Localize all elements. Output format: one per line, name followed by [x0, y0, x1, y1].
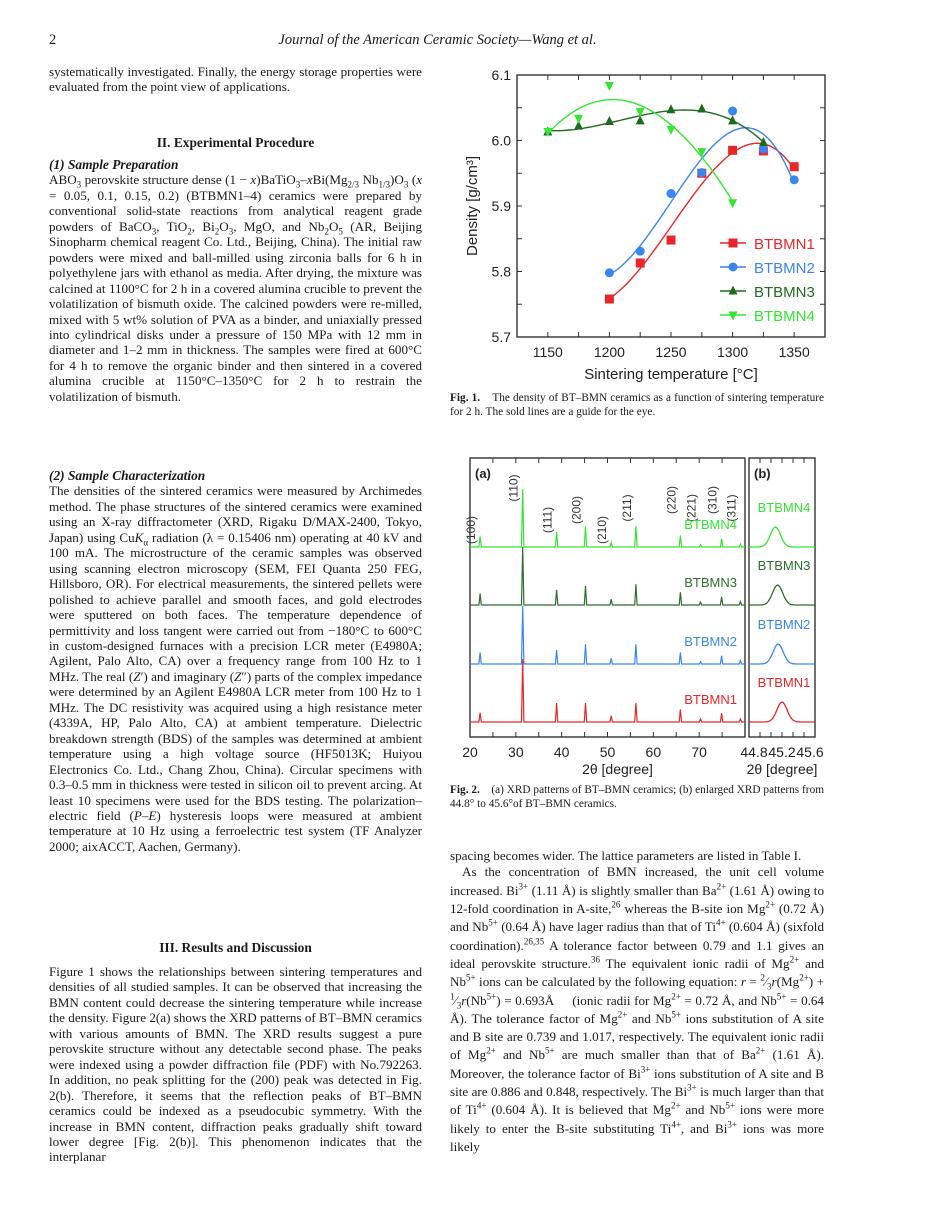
- sample-preparation: [49, 157, 422, 404]
- xrd-pattern-btbmn1: [470, 659, 745, 722]
- series-btbmn4: [543, 82, 737, 208]
- page-number: 2: [49, 32, 57, 48]
- series-label-a: BTBMN3: [684, 575, 737, 590]
- section-heading-experimental: II. Experimental Procedure: [156, 135, 315, 150]
- intro-tail: [49, 64, 422, 95]
- x-tick-label: 40: [553, 744, 570, 760]
- figure-2-xrd-chart: [455, 450, 835, 780]
- panel-a-label: (a): [475, 466, 491, 481]
- data-point: [667, 189, 676, 198]
- series-label-b: BTBMN4: [757, 500, 811, 515]
- legend-marker: [729, 239, 738, 248]
- data-point: [667, 126, 676, 135]
- y-tick-label: 5.7: [491, 329, 511, 345]
- peak-index-label: (111): [540, 506, 555, 534]
- figure-2-caption: [450, 784, 824, 812]
- right-paragraph-2: As the concentration of BMN increased, the unit cell volume increased. $Bi^{3+}$ (1.11 Å) is slightly smaller than $Ba^{2+}$ (1.61 Å) owing to 12-fold coordination in A-site,$^{26}$ whereas the B-site ion $Mg^{2+}$ (0.72 Å) and $Nb^{5+}$ (0.64 Å) have lager radius than that of $Ti^{4+}$ (0.604 Å) (sixfold coordination).$^{26,35}$ A tolerance factor between 0.79 and 1.1 gives an ideal perovskite structure.$^{36}$ The equivalent ionic radii of $Mg^{2+}$ and $Nb^{5+}$ ions can be calculated by the following equation: $r = ^2⁄_3r(Mg^{2+})$ + $^1⁄_3r(Nb^{5+})$ = 0.693Å (ionic radii for $Mg^{2+} = 0.72$ Å, and $Nb^{5+} = 0.64$ Å). The tolerance factor of $Mg^{2+}$ and $Nb^{5+}$ ions substitution of A site and B site are 0.739 and 1.017, respectively. The equivalent ionic radii of $Mg^{2+}$ and $Nb^{5+}$ are much smaller than that of $Ba^{2+}$ (1.61 Å). Moreover, the tolerance factor of $Bi^{3+}$ ions substitution of A site and B site are 0.886 and 0.848, respectively. The $Bi^{3+}$ is much larger than that of $Ti^{4+}$ (0.604 Å). It is believed that $Mg^{2+}$ and $Nb^{5+}$ ions were more likely to enter the B-site substituting $Ti^{4+}$, and $Bi^{3+}$ ions was more likely: [450, 864, 824, 1154]
- results-discussion: [49, 964, 422, 1165]
- xrd-enlarged-btbmn1: [749, 702, 815, 722]
- y-tick-label: 6.1: [491, 67, 511, 83]
- peak-index-label: (220): [664, 485, 679, 515]
- data-point: [605, 82, 614, 91]
- x-axis-label-b: 2θ [degree]: [746, 761, 818, 777]
- figure-1-label: Fig. 1.: [450, 392, 481, 404]
- figure-1-caption-text: The density of BT–BMN ceramics as a function of sintering temperature for 2 h. The sold lines are a guide for the eye.: [450, 392, 825, 418]
- figure-2-label: Fig. 2.: [450, 784, 480, 796]
- figure-1-caption: [450, 392, 824, 420]
- legend-label: BTBMN2: [754, 260, 815, 277]
- peak-index-label: (110): [506, 474, 521, 502]
- sample-characterization-text: The densities of the sintered ceramics were measured by Archimedes method. The phase structures of the sintered ceramics were examined using an X-ray diffractometer (XRD, Rigaku D/MAX-2400, Tokyo, Japan) using CuK$_\alpha$ radiation (λ = 0.15406 nm) operating at 40 kV and 100 mA. The microstructure of the ceramic samples was observed using scanning electron microscopy (SEM, FEI Quanta 250 FEG, Hillsboro, OR). For electrical measurements, the sintered pellets were polished to achieve parallel and smooth faces, and gold electrodes were sputtered on both faces. The temperature dependence of permittivity and loss tangent were carried out from −180°C to 600°C in custom-designed furnaces with a precision LCR meter (E4980A; Agilent, Palo Alto, CA) over a frequency range from 100 Hz to 1 MHz. The real (Z′) and imaginary (Z″) parts of the complex impedance were determined by an Agilent E4980A LCR meter from 100 Hz to 1 MHz. The DC resistivity was acquired using a high resistance meter (4339A, HP, Palo Alto, CA) at ambient temperature. Dielectric breakdown strength (BDS) of the samples was determined at ambient temperature using a high voltage source (HF5013K; Huiyou Electronics Co. Ltd., Chang Zhou, China). Circular specimens with 0.3–0.5 mm in thickness were tested in silicon oil to prevent arcing. At least 10 specimens were used for the BDS testing. The polarization–electric field (P–E) hysteresis loops were measured at ambient temperature at 10 Hz using a ferroelectric test system (TF Analyzer 2000; aixACCT, Aachen, Germany).: [49, 483, 422, 854]
- x-tick-label: 45.6: [796, 744, 824, 760]
- data-point: [636, 247, 645, 256]
- data-point: [790, 175, 799, 184]
- legend-marker: [729, 312, 738, 321]
- x-tick-label: 1250: [655, 344, 687, 360]
- peak-index-label: (100): [464, 515, 479, 545]
- data-point: [667, 104, 676, 113]
- x-tick-label: 70: [691, 744, 707, 760]
- data-point: [728, 146, 737, 155]
- series-label-b: BTBMN1: [757, 675, 811, 690]
- legend-marker: [729, 286, 738, 295]
- peak-index-label: (310): [705, 485, 720, 515]
- data-point: [697, 168, 706, 177]
- legend-marker: [729, 263, 738, 272]
- x-tick-label: 60: [645, 744, 662, 760]
- results-text: Figure 1 shows the relationships between sintering temperatures and densities of all studied samples. It can be observed that increasing the BMN content could decrease the sintering temperature while increase the density. Figure 2(a) shows the XRD patterns of BT–BMN ceramics with various amounts of BMN. The XRD results suggest a pure perovskite structure without any detectable second phase. The peaks were indexed using a powder diffraction file (PDF) with No.792263. In addition, no peak splitting for the (200) peak was detected in Fig. 2(b). Therefore, it seems that the reflection peaks of BT–BMN ceramics could be indexed as a pseudocubic symmetry. With the increase in BMN content, diffraction peaks gradually shift toward lower degree [Fig. 2(b)]. This phenomenon indicates that the interplanar: [49, 964, 422, 1165]
- data-point: [728, 199, 737, 208]
- data-point: [605, 295, 614, 304]
- xrd-enlarged-btbmn3: [749, 585, 815, 605]
- right-paragraph-1: spacing becomes wider. The lattice parameters are listed in Table I.: [450, 848, 802, 863]
- x-tick-label: 20: [462, 744, 478, 760]
- x-tick-label: 1350: [778, 344, 810, 360]
- figure-2-caption-text: (a) XRD patterns of BT–BMN ceramics; (b) enlarged XRD patterns from 44.8° to 45.6°of BT–BMN ceramics.: [450, 784, 825, 810]
- x-tick-label: 44.8: [740, 744, 768, 760]
- journal-title: Journal of the American Ceramic Society—Wang et al.: [278, 32, 597, 48]
- subsection-heading-sample-preparation: (1) Sample Preparation: [49, 157, 179, 172]
- data-point: [790, 162, 799, 171]
- xrd-enlarged-btbmn2: [749, 644, 815, 664]
- legend-label: BTBMN4: [754, 308, 815, 325]
- peak-index-label: (221): [684, 493, 699, 523]
- subsection-heading-sample-characterization: (2) Sample Characterization: [49, 468, 206, 483]
- peak-index-label: (200): [569, 495, 584, 525]
- xrd-chart-svg: [455, 450, 835, 780]
- x-tick-label: 50: [599, 744, 616, 760]
- sample-characterization: [49, 468, 422, 854]
- series-label-a: BTBMN2: [684, 634, 737, 649]
- x-tick-label: 1300: [717, 344, 749, 360]
- x-tick-label: 45.2: [768, 744, 796, 760]
- density-chart-svg: [455, 60, 855, 383]
- data-point: [605, 116, 614, 125]
- x-axis-label-a: 2θ [degree]: [582, 761, 653, 777]
- data-point: [667, 236, 676, 245]
- series-label-b: BTBMN3: [757, 558, 811, 573]
- data-point: [636, 258, 645, 267]
- figure-1-density-chart: [455, 60, 855, 383]
- y-tick-label: 5.8: [491, 263, 511, 280]
- peak-index-label: (210): [595, 515, 610, 545]
- series-label-b: BTBMN2: [757, 617, 811, 632]
- data-point: [728, 115, 737, 124]
- section-heading-results: III. Results and Discussion: [159, 940, 312, 955]
- panel-b-label: (b): [754, 466, 771, 481]
- data-point: [728, 107, 737, 116]
- y-tick-label: 5.9: [491, 198, 511, 214]
- series-label-a: BTBMN4: [684, 517, 737, 532]
- xrd-enlarged-btbmn4: [749, 527, 815, 547]
- running-head: [49, 32, 826, 52]
- x-axis-label: Sintering temperature [°C]: [584, 366, 758, 383]
- intro-paragraph: systematically investigated. Finally, the energy storage properties were evaluated from the point view of applications.: [49, 64, 422, 95]
- peak-index-label: (311): [724, 494, 739, 522]
- y-tick-label: 6.0: [491, 132, 511, 149]
- series-label-a: BTBMN1: [684, 692, 737, 707]
- x-tick-label: 1200: [593, 344, 625, 360]
- x-tick-label: 1150: [532, 344, 563, 360]
- peak-index-label: (211): [619, 494, 634, 522]
- data-point: [574, 115, 583, 124]
- sample-preparation-text: $ABO_3$ perovskite structure dense $(1 - x)BaTiO_3-xBi(Mg_{2/3}$ $Nb_{1/3})O_3$ (x = 0.05, 0.1, 0.15, 0.2) (BTBMN1–4) ceramics were prepared by conventional solid-state reactions from analytical reagent grade powders of BaCO$_3$, TiO$_2$, $Bi_2O_3$, MgO, and $Nb_2O_5$ (AR, Beijing Sinopharm chemical reagent Co. Ltd., Beijing, China). The initial raw powders were mixed and ball-milled using zirconia balls for 6 h in polyethylene jars with ethanol as media. After drying, the mixture was calcined at 1100°C for 2 h in a covered alumina crucible to prevent the volatilization of bismuth oxide. The calcined powders were re-milled, mixed with 5 wt% solution of PVA as a binder, and uniaxially pressed into cylindrical disks under a pressure of 150 MPa with 12 mm in diameter and 1–2 mm in thickness. The samples were fired at 600°C for 4 h to remove the organic binder and then sintered in a covered alumina crucible at 1150°C–1350°C for 2 h to restrain the volatilization of bismuth.: [49, 172, 422, 404]
- x-tick-label: 30: [508, 744, 524, 760]
- data-point: [697, 104, 706, 113]
- legend-label: BTBMN1: [754, 236, 815, 253]
- y-axis-label: Density [g/cm³]: [464, 155, 481, 257]
- right-column: [450, 848, 824, 1156]
- data-point: [605, 268, 614, 277]
- series-btbmn1: [605, 143, 799, 303]
- legend-label: BTBMN3: [754, 284, 815, 301]
- left-column: [49, 64, 422, 1184]
